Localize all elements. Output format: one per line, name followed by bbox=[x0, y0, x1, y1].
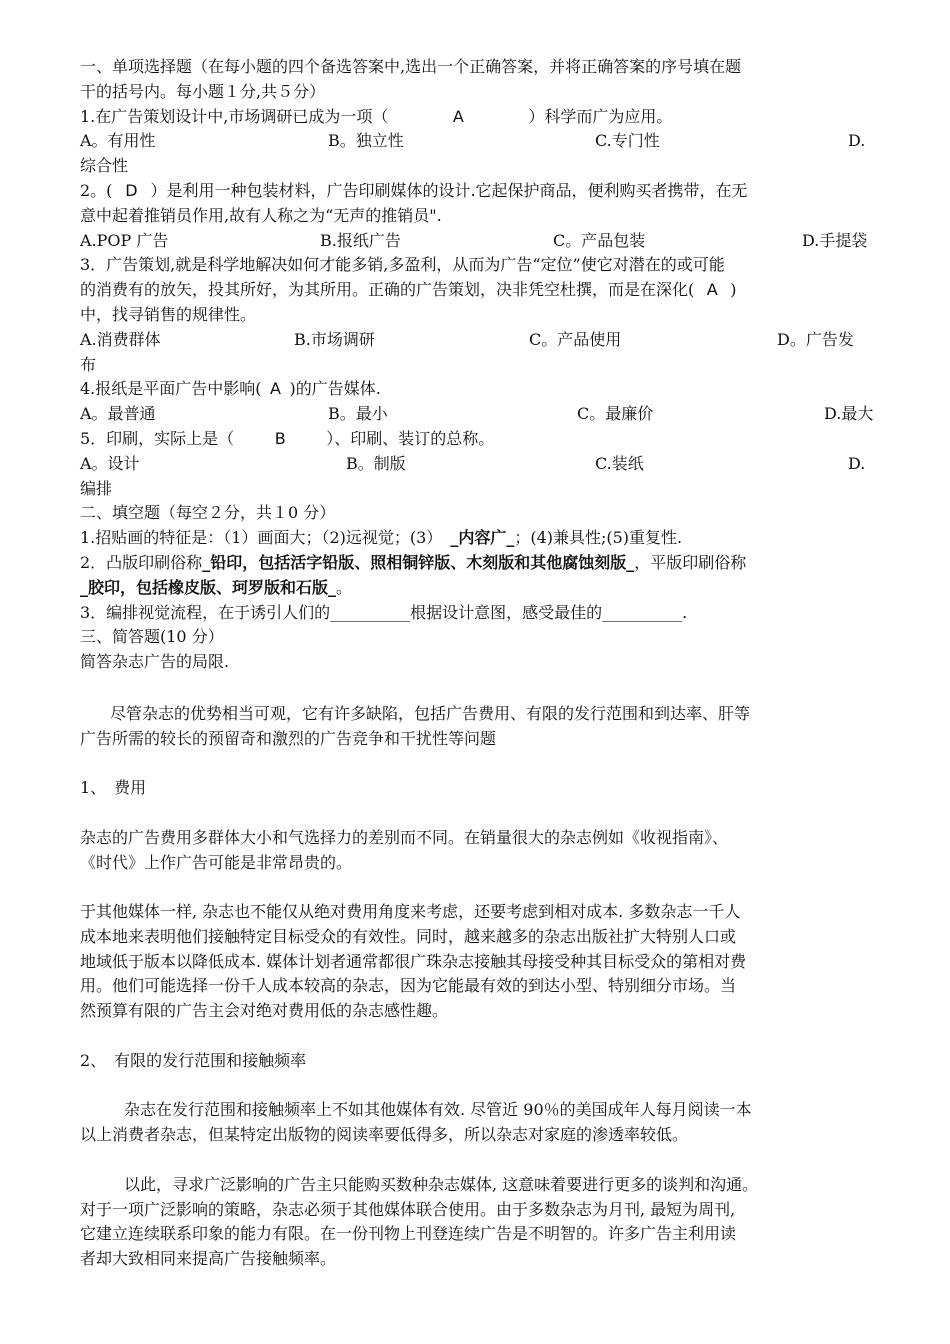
essay-question: 简答杂志广告的局限. bbox=[80, 652, 230, 672]
spacer bbox=[80, 1148, 880, 1173]
question3-line2 bbox=[80, 278, 880, 303]
question1-options bbox=[80, 129, 880, 154]
document-page bbox=[80, 55, 880, 1272]
question4-option-a: A。最普通 bbox=[80, 404, 156, 424]
spacer bbox=[80, 1074, 880, 1099]
question1-option-d-wrap: 综合性 bbox=[80, 156, 129, 176]
question5-option-d-wrap: 编排 bbox=[80, 478, 113, 498]
spacer bbox=[80, 801, 880, 826]
question4-option-d: D.最大 bbox=[824, 404, 874, 424]
point2-para1-line1 bbox=[80, 1098, 880, 1123]
question3-option-d-wrap: 布 bbox=[80, 354, 97, 374]
question1-option-b: B。独立性 bbox=[328, 131, 404, 151]
point1-para1-line1: 杂志的广告费用多群体大小和气选择力的差别而不同。在销量很大的杂志例如《收视指南》、 bbox=[80, 827, 729, 847]
point2-para2-line1-text: 以此，寻求广泛影响的广告主只能购买数种杂志媒体, 这意味着要进行更多的谈判和沟通。 bbox=[124, 1174, 759, 1194]
point1-para2-line5: 然预算有限的广告主会对绝对费用低的杂志感性趣。 bbox=[80, 1001, 449, 1021]
question2-line1-before: 2。( bbox=[80, 180, 113, 200]
question3-option-c: C。产品使用 bbox=[529, 329, 622, 349]
point1-para1-line2: 《时代》上作广告可能是非常昂贵的。 bbox=[80, 852, 353, 872]
fill2-answer-part2: _胶印，包括橡皮版、珂罗版和石版_ bbox=[80, 577, 337, 597]
question5-options bbox=[80, 452, 880, 477]
question5-stem bbox=[80, 427, 880, 452]
point2-title: 2、 有限的发行范围和接触频率 bbox=[80, 1050, 307, 1070]
point1-title: 1、 费用 bbox=[80, 778, 147, 798]
question1-stem bbox=[80, 105, 880, 130]
question4-answer: A bbox=[270, 379, 281, 399]
question2-options bbox=[80, 229, 880, 254]
question3-option-d: D。广告发 bbox=[777, 329, 854, 349]
section2-heading: 二、填空题（每空２分，共１0 分） bbox=[80, 503, 336, 523]
question4-option-b: B。最小 bbox=[328, 404, 388, 424]
spacer bbox=[80, 1024, 880, 1049]
fill2-answer-part1: _铅印，包括活字铅版、照相铜锌版、木刻版和其他腐蚀刻版_ bbox=[202, 552, 635, 572]
question5-option-b: B。制版 bbox=[346, 453, 406, 473]
point1-para2-line1: 于其他媒体一样, 杂志也不能仅从绝对费用角度来考虑，还要考虑到相对成本. 多数杂志一千人 bbox=[80, 902, 741, 922]
question5-option-d: D. bbox=[848, 453, 866, 473]
question3-line2-after: ) bbox=[730, 280, 737, 300]
question4-option-c: C。最廉价 bbox=[577, 404, 654, 424]
question4-options bbox=[80, 402, 880, 427]
question1-option-d: D. bbox=[848, 131, 866, 151]
fill2-line2 bbox=[80, 576, 880, 601]
essay-intro-line1-text: 尽管杂志的优势相当可观，它有许多缺陷，包括广告费用、有限的发行范围和到达率、肝等 bbox=[110, 703, 751, 723]
section3-heading: 三、简答题(10 分） bbox=[80, 627, 224, 647]
fill1-before: 1.招贴画的特征是：（1）画面大；（2)远视觉；(3） bbox=[80, 528, 435, 548]
question1-stem-after: ）科学而广为应用。 bbox=[528, 106, 673, 126]
spacer bbox=[80, 875, 880, 900]
point2-para1-line1-text: 杂志在发行范围和接触频率上不如其他媒体有效. 尽管近 90％的美国成年人每月阅读一本 bbox=[124, 1100, 752, 1120]
question5-option-a: A。设计 bbox=[80, 453, 140, 473]
fill2-line1 bbox=[80, 551, 880, 576]
question5-stem-after: ）、印刷、装订的总称。 bbox=[326, 428, 495, 448]
question2-option-c: C。产品包装 bbox=[553, 230, 646, 250]
point2-para2-line4: 者却大致相同来提高广告接触频率。 bbox=[80, 1249, 337, 1269]
point2-para2-line1 bbox=[80, 1173, 880, 1198]
question3-option-b: B.市场调研 bbox=[294, 329, 375, 349]
fill3: 3．编排视觉流程，在于诱引人们的__________根据设计意图，感受最佳的__________. bbox=[80, 602, 688, 622]
question3-line2-before: 的消费有的放矢，投其所好，为其所用。正确的广告策划，决非凭空杜撰，而是在深化( bbox=[80, 280, 695, 300]
question1-option-c: C.专门性 bbox=[595, 131, 660, 151]
question3-line1: 3．广告策划,就是科学地解决如何才能多销,多盈利，从而为广告“定位”使它对潜在的或可能 bbox=[80, 255, 725, 275]
question1-stem-before: 1.在广告策划设计中,市场调研已成为一项（ bbox=[80, 106, 389, 126]
essay-intro-line1 bbox=[80, 702, 880, 727]
question2-answer: D bbox=[125, 180, 138, 200]
question2-option-d: D.手提袋 bbox=[802, 230, 868, 250]
question3-line3: 中，找寻销售的规律性。 bbox=[80, 304, 257, 324]
section1-heading-line1: 一、单项选择题（在每小题的四个备选答案中,选出一个正确答案，并将正确答案的序号填在题 bbox=[80, 57, 742, 76]
question4-stem-before: 4.报纸是平面广告中影响( bbox=[80, 379, 262, 399]
question2-option-b: B.报纸广告 bbox=[320, 230, 401, 250]
section1-heading-line2: 干的括号内。每小题１分,共５分） bbox=[80, 81, 326, 101]
point2-para2-line2: 对于一项广泛影响的策略，杂志必须于其他媒体联合使用。由于多数杂志为月刊, 最短为周刊, bbox=[80, 1199, 736, 1219]
fill2-line1-after: ，平版印刷俗称 bbox=[634, 552, 747, 572]
fill1 bbox=[80, 526, 880, 551]
question1-answer: A bbox=[452, 106, 464, 126]
spacer bbox=[80, 751, 880, 776]
question3-option-a: A.消费群体 bbox=[80, 329, 161, 349]
question3-answer: A bbox=[706, 280, 718, 300]
fill2-line2-after: 。 bbox=[336, 577, 353, 597]
question2-line1 bbox=[80, 179, 880, 204]
point1-para2-line4: 用。他们可能选择一份千人成本较高的杂志，因为它能最有效的到达小型、特别细分市场。当 bbox=[80, 976, 737, 996]
essay-intro-line2: 广告所需的较长的预留奇和激烈的广告竞争和干扰性等问题 bbox=[80, 728, 497, 748]
point1-para2-line3: 地域低于版本以降低成本. 媒体计划者通常都很广珠杂志接触其母接受种其目标受众的第相对费 bbox=[80, 951, 747, 971]
point1-para2-line2: 成本地来表明他们接触特定目标受众的有效性。同时，越来越多的杂志出版社扩大特别人口或 bbox=[80, 926, 737, 946]
question2-line2: 意中起着推销员作用,故有人称之为“无声的推销员". bbox=[80, 205, 442, 225]
question4-stem-after: )的广告媒体. bbox=[289, 379, 381, 399]
question3-options bbox=[80, 328, 880, 353]
point2-para1-line2: 以上消费者杂志，但某特定出版物的阅读率要低得多，所以杂志对家庭的渗透率较低。 bbox=[80, 1125, 689, 1145]
point2-para2-line3: 它建立连续联系印象的能力有限。在一份刊物上刊登连续广告是不明智的。许多广告主利用读 bbox=[80, 1224, 737, 1244]
question2-line1-after: ）是利用一种包装材料，广告印刷媒体的设计.它起保护商品，便利购买者携带，在无 bbox=[150, 180, 748, 200]
question5-option-c: C.装纸 bbox=[595, 453, 644, 473]
spacer bbox=[80, 675, 880, 700]
fill2-line1-before: 2．凸版印刷俗称 bbox=[80, 552, 203, 572]
fill1-answer: _内容广_ bbox=[450, 528, 515, 548]
fill1-after: ；(4)兼具性;(5)重复性. bbox=[514, 528, 683, 548]
question1-option-a: A。有用性 bbox=[80, 131, 156, 151]
question5-stem-before: 5．印刷，实际上是（ bbox=[80, 428, 235, 448]
question2-option-a: A.POP 广告 bbox=[80, 230, 169, 250]
question4-stem bbox=[80, 377, 880, 402]
question5-answer: B bbox=[274, 428, 286, 448]
